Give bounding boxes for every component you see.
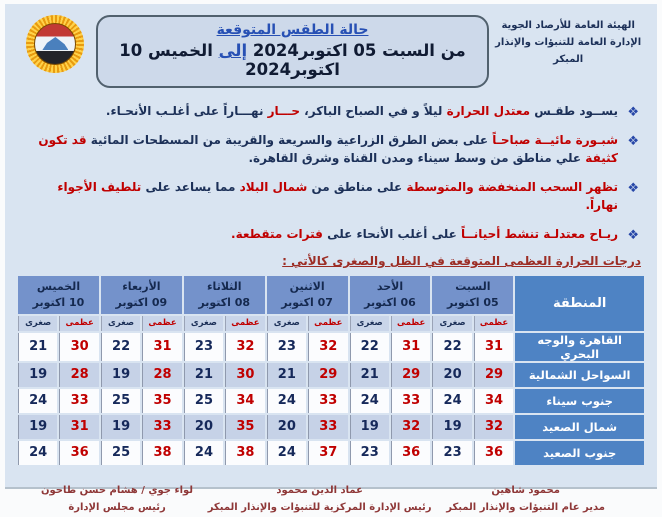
- day-name: الاثنين: [289, 280, 325, 293]
- max-label: عظمى: [142, 316, 182, 331]
- max-label: عظمى: [59, 316, 99, 331]
- org-line2: الإدارة العامة للتنبؤات والإنذار المبكر: [495, 37, 642, 65]
- bullet-text-segment: على بعض الطرق الزراعية والسريعة والقريبة من المسطحات المائية: [86, 133, 489, 147]
- bullet-text-segment: ريـاح معتدلـة تنشط أحيانــاً: [456, 227, 618, 241]
- day-name: الأحد: [376, 280, 404, 293]
- weather-bullet: [29, 102, 639, 120]
- date-range-to: إلى: [218, 41, 248, 60]
- temp-min-cell: 23: [350, 441, 389, 465]
- max-label: عظمى: [308, 316, 348, 331]
- region-cell: شمال الصعيد: [515, 415, 644, 439]
- temp-max-cell: 38: [142, 441, 182, 465]
- temp-min-cell: 21: [184, 363, 223, 387]
- bullet-text-segment: قد تكون كثيفة: [38, 133, 618, 165]
- temp-min-cell: 20: [267, 415, 306, 439]
- min-label: صغرى: [350, 316, 389, 331]
- bullet-text-segment: حـــار: [263, 104, 300, 118]
- temp-max-cell: 36: [474, 441, 514, 465]
- bullet-text-segment: على أغلب الأنحاء على: [322, 227, 457, 241]
- min-label: صغرى: [184, 316, 223, 331]
- date-range-suffix: الخميس 10 اكتوبر2024: [119, 41, 340, 79]
- temp-min-cell: 25: [101, 389, 140, 413]
- bullet-text-segment: علي مناطق من وسط سيناء ومدن القناة وشرق القاهرة.: [248, 151, 582, 165]
- day-date: 09 اكتوبر: [115, 295, 168, 309]
- title-box: [96, 15, 490, 88]
- temp-max-cell: 35: [225, 415, 265, 439]
- diamond-bullet-icon: ❖: [627, 228, 639, 243]
- min-label: صغرى: [432, 316, 471, 331]
- temp-min-cell: 24: [267, 441, 306, 465]
- signatory-name: لواء جوي / هشام حسن طاحون: [41, 484, 194, 496]
- authority-logo: [15, 12, 96, 73]
- table-row: [18, 441, 644, 465]
- temp-min-cell: 21: [350, 363, 389, 387]
- temp-max-cell: 31: [474, 333, 514, 361]
- table-row: [18, 415, 644, 439]
- org-header: [489, 12, 647, 68]
- table-row: [18, 389, 644, 413]
- flag-globe-icon: [34, 23, 76, 65]
- signatory-title: مدير عام التنبؤات والإنذار المبكر: [446, 502, 605, 514]
- date-range: [106, 41, 480, 79]
- bullet-text-segment: تلطيف الأجواء نهاراً.: [57, 180, 618, 212]
- temperature-table: [16, 274, 646, 467]
- temp-min-cell: 22: [432, 333, 471, 361]
- weather-bullet: [29, 131, 639, 167]
- temp-max-cell: 32: [225, 333, 265, 361]
- temp-min-cell: 19: [18, 415, 57, 439]
- day-header-cell: [350, 276, 431, 314]
- temp-max-cell: 31: [142, 333, 182, 361]
- table-row: [18, 333, 644, 361]
- day-date: 07 اكتوبر: [281, 295, 333, 309]
- temp-max-cell: 28: [59, 363, 99, 387]
- forecast-bullet-list: [5, 100, 657, 243]
- temp-max-cell: 29: [391, 363, 431, 387]
- temp-max-cell: 29: [308, 363, 348, 387]
- temp-max-cell: 33: [59, 389, 99, 413]
- temp-min-cell: 21: [18, 333, 57, 361]
- bullet-text-segment: يســود طقـس: [530, 104, 618, 118]
- signatory-title: رئيس مجلس الإدارة: [68, 502, 166, 514]
- temp-max-cell: 33: [308, 389, 348, 413]
- temp-max-cell: 33: [391, 389, 431, 413]
- temp-min-cell: 23: [267, 333, 306, 361]
- day-header-cell: [267, 276, 348, 314]
- temp-min-cell: 24: [432, 389, 471, 413]
- signatory-title: رئيس الإدارة المركزية للتنبؤات والإنذار المبكر: [207, 502, 432, 514]
- temp-min-cell: 23: [184, 333, 223, 361]
- bullet-text-segment: معتدل الحرارة: [442, 104, 531, 118]
- mountain-icon: [42, 37, 68, 50]
- bullet-text-segment: فترات متقطعة.: [231, 227, 323, 241]
- temp-min-cell: 19: [101, 363, 140, 387]
- temp-max-cell: 35: [142, 389, 182, 413]
- region-cell: القاهرة والوجه البحري: [515, 333, 644, 361]
- temp-min-cell: 19: [432, 415, 471, 439]
- temp-min-cell: 25: [101, 441, 140, 465]
- min-label: صغرى: [267, 316, 306, 331]
- temp-max-cell: 32: [474, 415, 514, 439]
- bulletin-header: [5, 4, 657, 88]
- signature-row: [5, 467, 657, 517]
- temp-max-cell: 30: [59, 333, 99, 361]
- temp-max-cell: 37: [308, 441, 348, 465]
- diamond-bullet-icon: ❖: [627, 134, 639, 149]
- temp-max-cell: 34: [225, 389, 265, 413]
- temp-max-cell: 33: [142, 415, 182, 439]
- weather-bulletin: [5, 4, 657, 514]
- day-header-cell: [18, 276, 99, 314]
- date-range-prefix: من السبت 05 اكتوبر2024: [247, 41, 466, 60]
- temp-max-cell: 36: [59, 441, 99, 465]
- day-name: الخميس: [36, 280, 81, 293]
- bullet-text-segment: نهـــاراً على أغلـب الأنحـاء.: [105, 104, 264, 118]
- day-name: السبت: [455, 280, 491, 293]
- table-caption: درجات الحرارة العظمى المتوقعة في الظل والصغرى كالأتي :: [282, 254, 641, 268]
- temp-min-cell: 24: [184, 441, 223, 465]
- day-date: 05 اكتوبر: [447, 295, 499, 309]
- temp-max-cell: 36: [391, 441, 431, 465]
- bullet-text-segment: شمال البلاد: [235, 180, 308, 194]
- temp-min-cell: 22: [350, 333, 389, 361]
- temp-min-cell: 24: [18, 441, 57, 465]
- temp-max-cell: 32: [391, 415, 431, 439]
- temp-max-cell: 29: [474, 363, 514, 387]
- temp-min-cell: 19: [18, 363, 57, 387]
- day-header-cell: [432, 276, 513, 314]
- max-label: عظمى: [474, 316, 514, 331]
- weather-bullet: [29, 178, 639, 214]
- diamond-bullet-icon: ❖: [627, 105, 639, 120]
- temp-max-cell: 38: [225, 441, 265, 465]
- temp-min-cell: 20: [184, 415, 223, 439]
- day-date: 10 اكتوبر: [32, 295, 85, 309]
- min-label: صغرى: [18, 316, 57, 331]
- temp-max-cell: 31: [59, 415, 99, 439]
- min-label: صغرى: [101, 316, 140, 331]
- day-header-cell: [101, 276, 182, 314]
- temp-min-cell: 19: [101, 415, 140, 439]
- org-line1: الهيئة العامة للأرصاد الجوية: [501, 20, 635, 31]
- temp-min-cell: 23: [432, 441, 471, 465]
- temp-min-cell: 24: [267, 389, 306, 413]
- region-cell: السواحل الشمالية: [515, 363, 644, 387]
- bullet-text-segment: على مناطق من: [307, 180, 403, 194]
- temp-min-cell: 21: [267, 363, 306, 387]
- max-label: عظمى: [225, 316, 265, 331]
- region-cell: جنوب سيناء: [515, 389, 644, 413]
- page-title: حالة الطقس المتوقعة: [216, 22, 369, 38]
- weather-bullet: [29, 225, 639, 243]
- region-cell: جنوب الصعيد: [515, 441, 644, 465]
- temp-max-cell: 32: [308, 333, 348, 361]
- day-name: الأربعاء: [122, 280, 161, 293]
- day-name: الثلاثاء: [206, 280, 242, 293]
- temp-min-cell: 19: [350, 415, 389, 439]
- temp-min-cell: 25: [184, 389, 223, 413]
- day-date: 06 اكتوبر: [364, 295, 416, 309]
- bullet-text-segment: ليلاً و في الصباح الباكر،: [300, 104, 443, 118]
- temp-max-cell: 33: [308, 415, 348, 439]
- temp-min-cell: 22: [101, 333, 140, 361]
- table-row: [18, 363, 644, 387]
- bullet-text-segment: تظهر السحب المنخفضة والمتوسطة: [402, 180, 618, 194]
- temp-min-cell: 24: [350, 389, 389, 413]
- bullet-text-segment: شبـورة مائيــة صباحـاً: [488, 133, 618, 147]
- temp-max-cell: 31: [391, 333, 431, 361]
- diamond-bullet-icon: ❖: [627, 181, 639, 196]
- region-column-header: المنطقة: [515, 276, 644, 331]
- max-label: عظمى: [391, 316, 431, 331]
- signatory-name: محمود شاهين: [491, 484, 560, 496]
- temp-min-cell: 24: [18, 389, 57, 413]
- temp-max-cell: 34: [474, 389, 514, 413]
- temp-max-cell: 28: [142, 363, 182, 387]
- temp-max-cell: 30: [225, 363, 265, 387]
- bullet-text-segment: مما يساعد على: [141, 180, 236, 194]
- signatory-name: عماد الدين محمود: [276, 484, 363, 496]
- sun-emblem-icon: [26, 15, 84, 73]
- temp-min-cell: 20: [432, 363, 471, 387]
- day-header-cell: [184, 276, 265, 314]
- day-date: 08 اكتوبر: [198, 295, 251, 309]
